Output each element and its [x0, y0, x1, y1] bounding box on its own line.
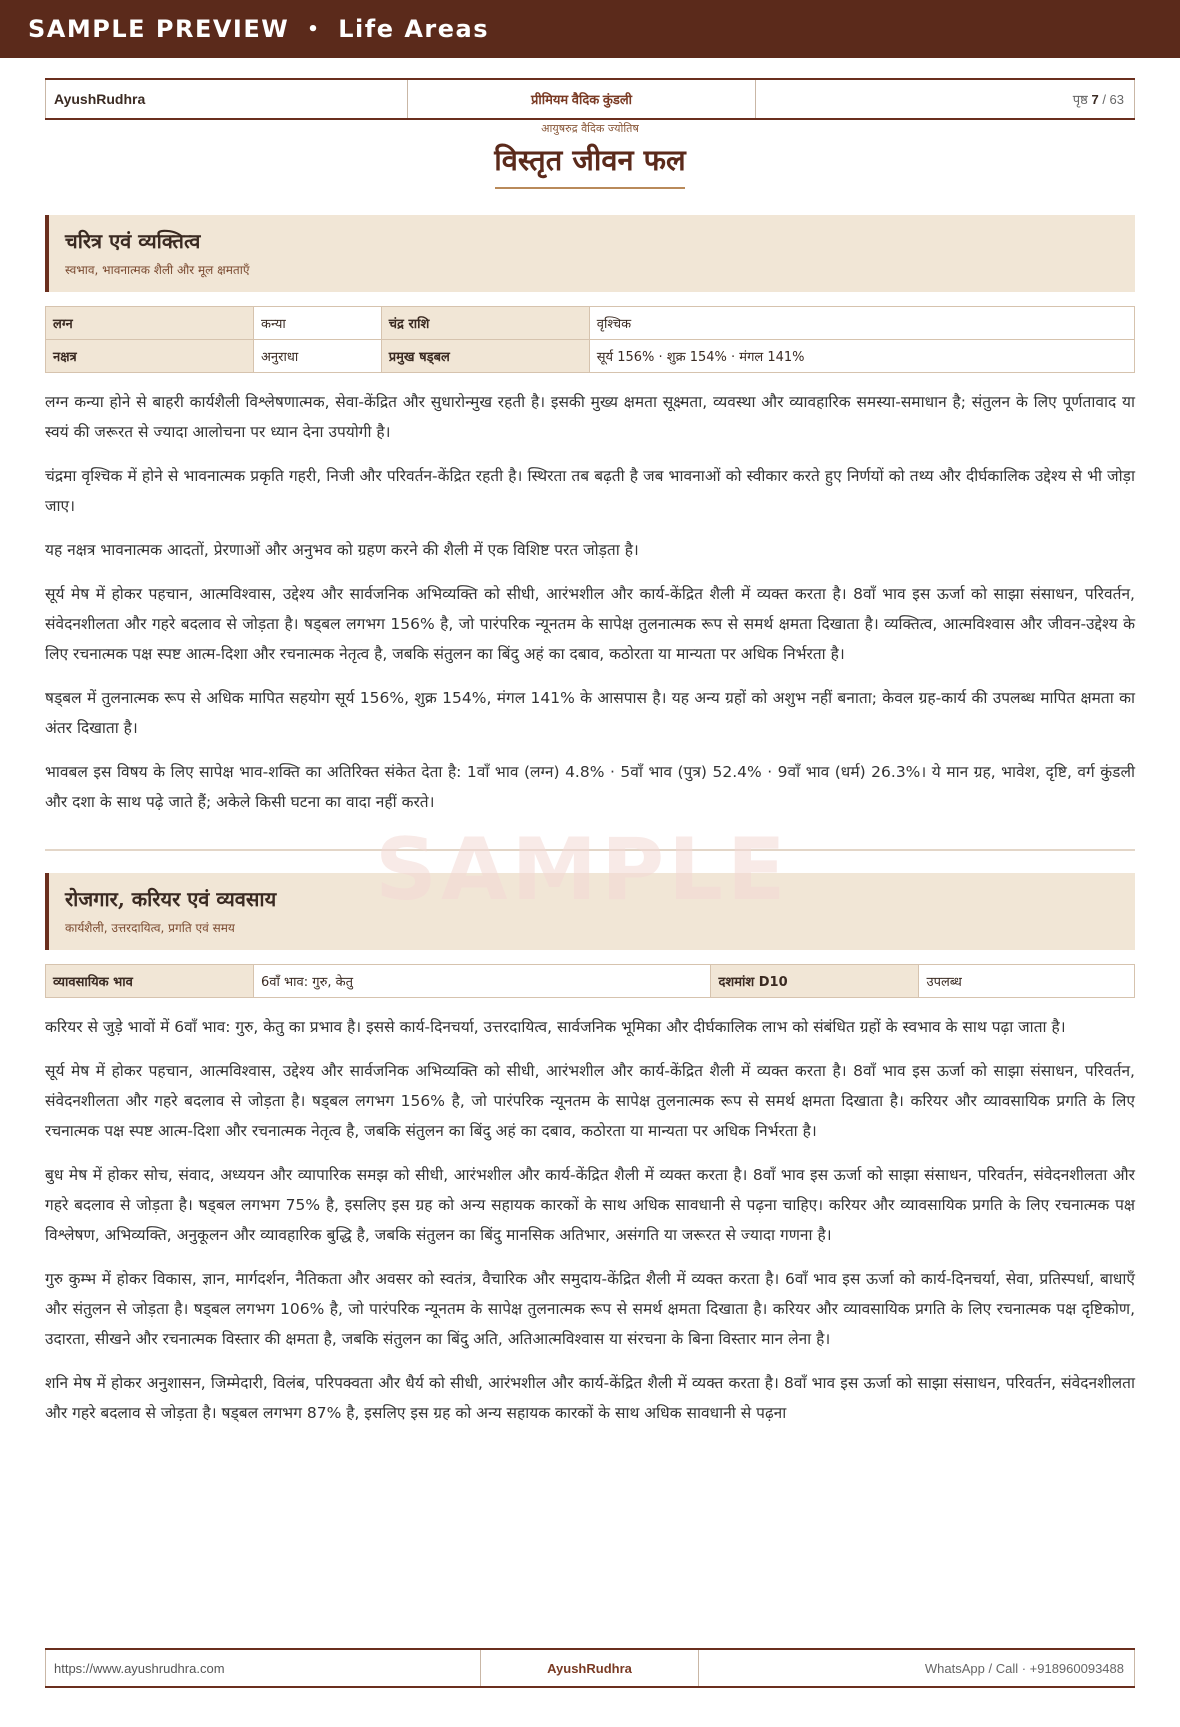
body-paragraph: गुरु कुम्भ में होकर विकास, ज्ञान, मार्गदर्शन, नैतिकता और अवसर को स्वतंत्र, वैचारिक और समुदाय-केंद्रित शैली में व्यक्त करता है। 6वाँ भाव इस ऊर्जा को कार्य-दिनचर्या, सेवा, प्रतिस्पर्धा, बाधाएँ और संतुलन से जोड़ता है। षड्बल लगभग 106% है, जो पारंपरिक न्यूनतम के सापेक्ष तुलनात्मक रूप से समर्थ क्षमता दिखाता है। करियर और व्यावसायिक प्रगति के लिए रचनात्मक पक्ष दृष्टिकोण, उदारता, सीखने और रचनात्मक विस्तार की क्षमता है, जबकि संतुलन का बिंदु अति, अतिआत्मविश्वास या संरचना के बिना विस्तार मान लेना है।	[45, 1270, 1135, 1348]
page-header	[45, 78, 1135, 120]
section-title: चरित्र एवं व्यक्तित्व	[65, 229, 201, 253]
page-footer	[45, 1648, 1135, 1688]
section-character	[45, 215, 1135, 817]
page-title: विस्तृत जीवन फल	[494, 143, 686, 177]
table-key: नक्षत्र	[46, 340, 254, 373]
section-subtitle: स्वभाव, भावनात्मक शैली और मूल क्षमताएँ	[65, 263, 250, 277]
table-key: चंद्र राशि	[381, 307, 589, 340]
table-value: वृश्चिक	[589, 307, 1134, 340]
banner-separator: •	[307, 18, 321, 40]
report-page	[45, 78, 1135, 1428]
body-paragraph: चंद्रमा वृश्चिक में होने से भावनात्मक प्रकृति गहरी, निजी और परिवर्तन-केंद्रित रहती है। स्थिरता तब बढ़ती है जब भावनाओं को स्वीकार करते हुए निर्णयों को तथ्य और दीर्घकालिक उद्देश्य से भी जोड़ा जाए।	[45, 467, 1135, 515]
title-underline	[495, 187, 685, 189]
footer-brand: AyushRudhra	[480, 1650, 698, 1686]
summary-table	[45, 964, 1135, 998]
body-paragraph: भावबल इस विषय के लिए सापेक्ष भाव-शक्ति का अतिरिक्त संकेत देता है: 1वाँ भाव (लग्न) 4.8% · 5वाँ भाव (पुत्र) 52.4% · 9वाँ भाव (धर्म) 26.3%। ये मान ग्रह, भावेश, दृष्टि, वर्ग कुंडली और दशा के साथ पढ़े जाते हैं; अकेले किसी घटना का वादा नहीं करते।	[45, 763, 1135, 811]
summary-table	[45, 306, 1135, 373]
table-value: सूर्य 156% · शुक्र 154% · मंगल 141%	[589, 340, 1134, 373]
table-value: अनुराधा	[254, 340, 382, 373]
preview-banner	[0, 0, 1180, 58]
page-prefix: पृष्ठ	[1072, 92, 1088, 107]
table-key: व्यावसायिक भाव	[46, 965, 254, 998]
body-paragraph: बुध मेष में होकर सोच, संवाद, अध्ययन और व्यापारिक समझ को सीधी, आरंभशील और कार्य-केंद्रित शैली में व्यक्त करता है। 8वाँ भाव इस ऊर्जा को साझा संसाधन, परिवर्तन, संवेदनशीलता और गहरे बदलाव से जोड़ता है। षड्बल लगभग 75% है, इसलिए इस ग्रह को अन्य सहायक कारकों के साथ अधिक सावधानी से पढ़ना चाहिए। करियर और व्यावसायिक प्रगति के लिए रचनात्मक पक्ष विश्लेषण, अभिव्यक्ति, अनुकूलन और व्यावहारिक बुद्धि है, जबकि संतुलन का बिंदु मानसिक अतिभार, असंगति या जरूरत से ज्यादा गणना है।	[45, 1166, 1135, 1244]
page-current: 7	[1091, 91, 1099, 107]
table-row	[46, 340, 1135, 373]
contact-info: WhatsApp / Call · +918960093488	[698, 1650, 1135, 1686]
body-paragraph: लग्न कन्या होने से बाहरी कार्यशैली विश्लेषणात्मक, सेवा-केंद्रित और सुधारोन्मुख रहती है। इसकी मुख्य क्षमता सूक्ष्मता, व्यवस्था और व्यावहारिक समस्या-समाधान है; संतुलन के लिए पूर्णतावाद या स्वयं की जरूरत से ज्यादा आलोचना पर ध्यान देना उपयोगी है।	[45, 393, 1135, 441]
header-report-name: प्रीमियम वैदिक कुंडली	[407, 80, 755, 118]
body-paragraph: करियर से जुड़े भावों में 6वाँ भाव: गुरु, केतु का प्रभाव है। इससे कार्य-दिनचर्या, उत्तरदायित्व, सार्वजनिक भूमिका और दीर्घकालिक लाभ को संबंधित ग्रहों के स्वभाव के साथ पढ़ा जाता है।	[45, 1018, 1066, 1036]
table-key: दशमांश D10	[711, 965, 919, 998]
body-paragraph: षड्बल में तुलनात्मक रूप से अधिक मापित सहयोग सूर्य 156%, शुक्र 154%, मंगल 141% के आसपास है। यह अन्य ग्रहों को अशुभ नहीं बनाता; केवल ग्रह-कार्य की उपलब्ध मापित क्षमता का अंतर दिखाता है।	[45, 689, 1135, 737]
table-key: प्रमुख षड्बल	[381, 340, 589, 373]
body-paragraph: सूर्य मेष में होकर पहचान, आत्मविश्वास, उद्देश्य और सार्वजनिक अभिव्यक्ति को सीधी, आरंभशील और कार्य-केंद्रित शैली में व्यक्त करता है। 8वाँ भाव इस ऊर्जा को साझा संसाधन, परिवर्तन, संवेदनशीलता और गहरे बदलाव से जोड़ता है। षड्बल लगभग 156% है, जो पारंपरिक न्यूनतम के सापेक्ष तुलनात्मक रूप से समर्थ क्षमता दिखाता है। व्यक्तित्व, आत्मविश्वास और जीवन-उद्देश्य के लिए रचनात्मक पक्ष स्पष्ट आत्म-दिशा और रचनात्मक नेतृत्व है, जबकि संतुलन का बिंदु अहं का दबाव, कठोरता या मान्यता पर अधिक निर्भरता है।	[45, 585, 1135, 663]
table-value: कन्या	[254, 307, 382, 340]
table-value: 6वाँ भाव: गुरु, केतु	[254, 965, 711, 998]
banner-label: SAMPLE PREVIEW	[28, 15, 290, 43]
table-key: लग्न	[46, 307, 254, 340]
header-brand: AyushRudhra	[45, 80, 407, 118]
section-header	[45, 215, 1135, 292]
body-paragraph: शनि मेष में होकर अनुशासन, जिम्मेदारी, विलंब, परिपक्वता और धैर्य को सीधी, आरंभशील और कार्य-केंद्रित शैली में व्यक्त करता है। 8वाँ भाव इस ऊर्जा को साझा संसाधन, परिवर्तन, संवेदनशीलता और गहरे बदलाव से जोड़ता है। षड्बल लगभग 87% है, इसलिए इस ग्रह को अन्य सहायक कारकों के साथ अधिक सावधानी से पढ़ना	[45, 1374, 1135, 1422]
body-paragraph: सूर्य मेष में होकर पहचान, आत्मविश्वास, उद्देश्य और सार्वजनिक अभिव्यक्ति को सीधी, आरंभशील और कार्य-केंद्रित शैली में व्यक्त करता है। 8वाँ भाव इस ऊर्जा को साझा संसाधन, परिवर्तन, संवेदनशीलता और गहरे बदलाव से जोड़ता है। षड्बल लगभग 156% है, जो पारंपरिक न्यूनतम के सापेक्ष तुलनात्मक रूप से समर्थ क्षमता दिखाता है। करियर और व्यावसायिक प्रगति के लिए रचनात्मक पक्ष स्पष्ट आत्म-दिशा और रचनात्मक नेतृत्व है, जबकि संतुलन का बिंदु अहं का दबाव, कठोरता या मान्यता पर अधिक निर्भरता है।	[45, 1062, 1136, 1140]
section-title: रोजगार, करियर एवं व्यवसाय	[65, 887, 277, 911]
banner-section: Life Areas	[338, 15, 489, 43]
website-link[interactable]: https://www.ayushrudhra.com	[45, 1650, 480, 1686]
page-number	[755, 80, 1135, 118]
page-total: / 63	[1102, 91, 1124, 107]
table-row	[46, 307, 1135, 340]
section-subtitle: कार्यशैली, उत्तरदायित्व, प्रगति एवं समय	[65, 921, 235, 935]
body-paragraph: यह नक्षत्र भावनात्मक आदतों, प्रेरणाओं और अनुभव को ग्रहण करने की शैली में एक विशिष्ट परत जोड़ता है।	[45, 541, 639, 559]
section-career	[45, 873, 1135, 1428]
sample-watermark: SAMPLE	[375, 820, 790, 920]
header-subbrand: आयुषरुद्र वैदिक ज्योतिष	[541, 122, 639, 135]
table-value: उपलब्ध	[919, 965, 1135, 998]
table-row	[46, 965, 1135, 998]
